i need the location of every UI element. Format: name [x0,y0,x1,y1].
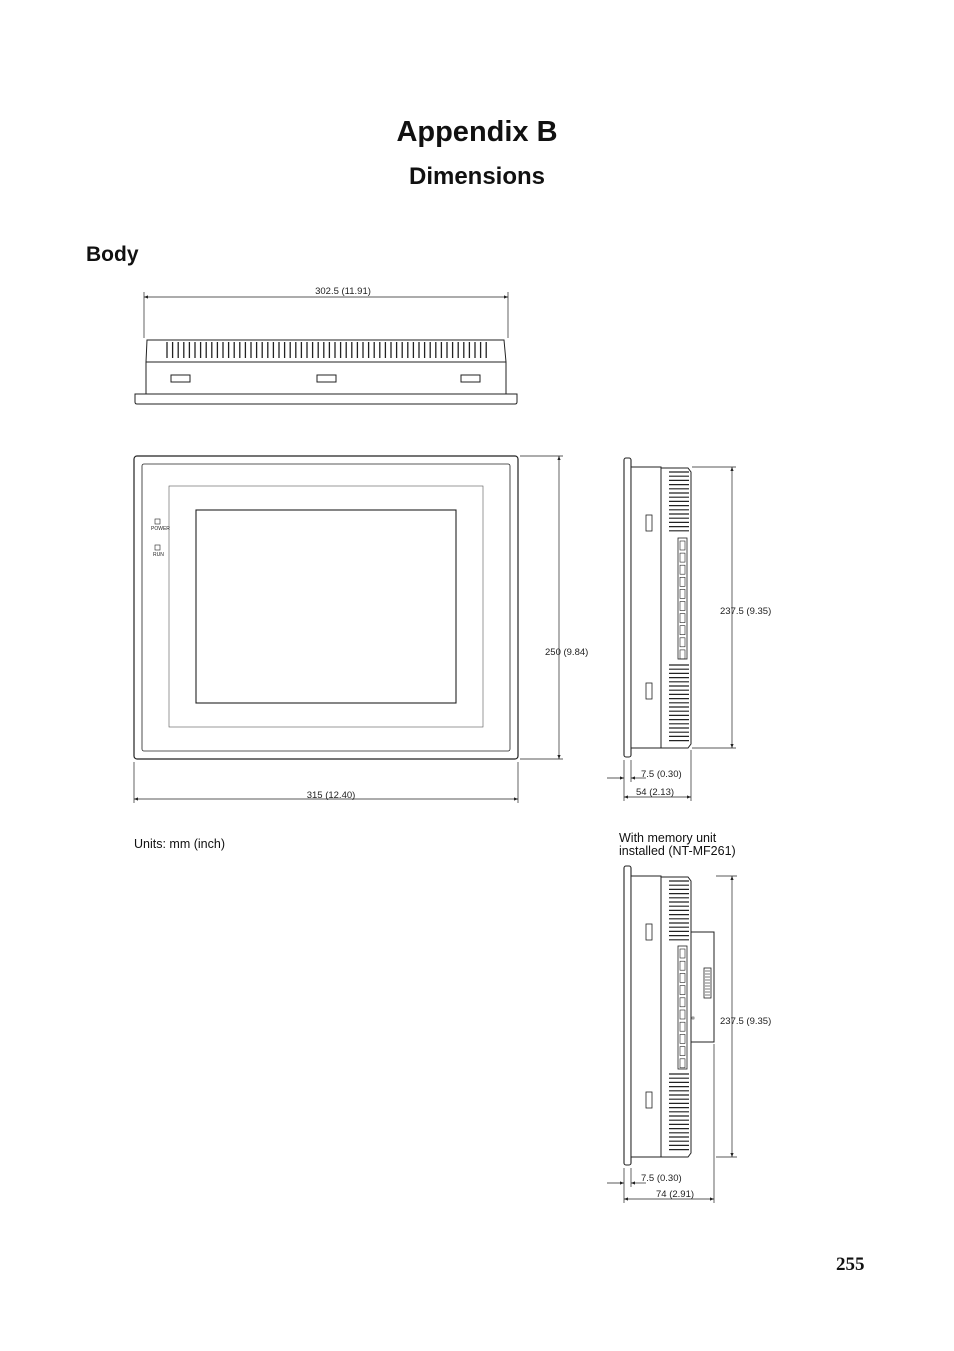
memory-caption-line2: installed (NT-MF261) [619,844,736,858]
memory-height-label: 237.5 (9.35) [720,1016,772,1027]
memory-caption-line1: With memory unit [619,831,717,845]
side-height-label: 237.5 (9.35) [720,606,772,617]
top-width-label: 302.5 (11.91) [315,286,371,297]
side-depth-label: 54 (2.13) [636,787,675,798]
run-led-label: RUN [153,552,164,558]
units-note: Units: mm (inch) [134,837,225,851]
memory-depth-label: 74 (2.91) [656,1189,695,1200]
memory-caption [619,832,736,858]
top-view-drawing [135,292,517,404]
side-bezel-label: 7.5 (0.30) [641,769,682,780]
front-view-drawing [134,456,563,803]
page-number: 255 [836,1254,865,1275]
section-heading-body: Body [86,243,139,266]
memory-unit [691,932,714,1042]
memory-side-view-drawing [607,866,737,1203]
appendix-title: Appendix B [396,116,558,148]
front-width-label: 315 (12.40) [306,790,356,801]
dimensions-subtitle: Dimensions [408,163,546,190]
memory-bezel-label: 7.5 (0.30) [641,1173,682,1184]
front-height-label: 250 (9.84) [545,647,589,658]
power-led-label: POWER [151,526,170,532]
side-view-drawing [607,458,736,801]
